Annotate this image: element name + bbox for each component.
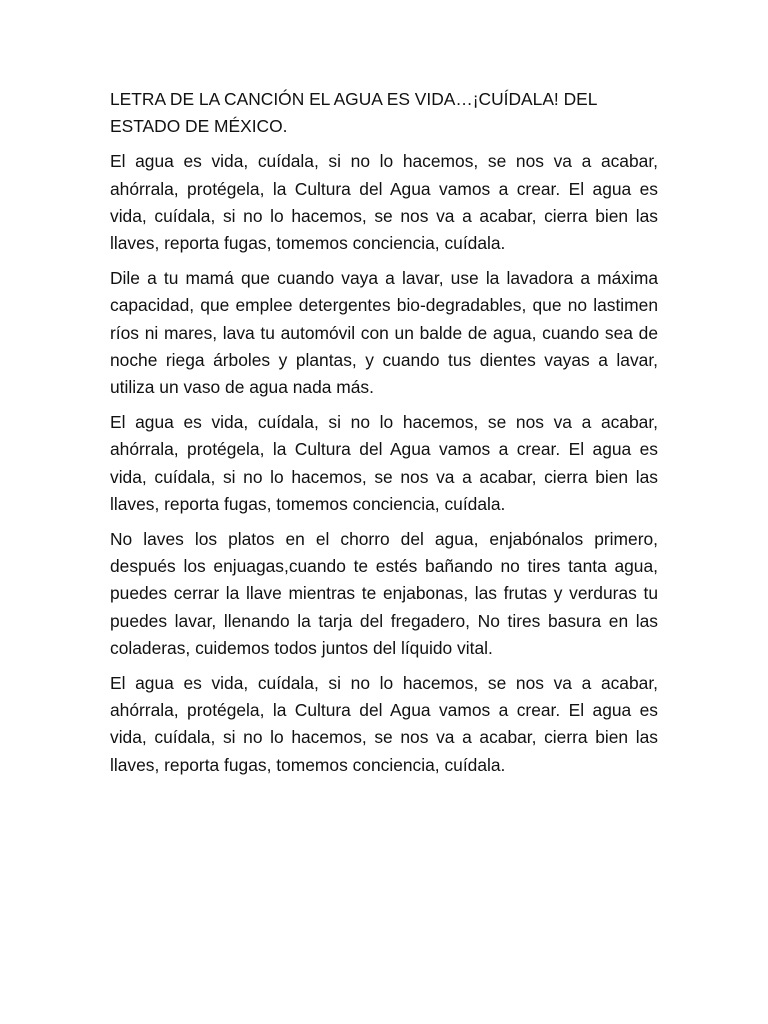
paragraph-verse-2: No laves los platos en el chorro del agua, enjabónalos primero, después los enjuagas,cuando te estés bañando no tires tanta agua, puedes cerrar la llave mientras te enjabonas, las frutas y verduras tu puedes lavar, llenando la tarja del fregadero, No tires basura en las coladeras, cuidemos todos juntos del líquido vital. <box>110 529 658 658</box>
paragraph-chorus-3: El agua es vida, cuídala, si no lo hacemos, se nos va a acabar, ahórrala, protégela, la Cultura del Agua vamos a crear. El agua es vida, cuídala, si no lo hacemos, se nos va a acabar, cierra bien las llaves, reporta fugas, tomemos conciencia, cuídala. <box>110 673 658 775</box>
paragraph-chorus-1: El agua es vida, cuídala, si no lo hacemos, se nos va a acabar, ahórrala, protégela, la Cultura del Agua vamos a crear. El agua es vida, cuídala, si no lo hacemos, se nos va a acabar, cierra bien las llaves, reporta fugas, tomemos conciencia, cuídala. <box>110 151 658 254</box>
document-page <box>110 86 658 787</box>
paragraph-verse-1: Dile a tu mamá que cuando vaya a lavar, use la lavadora a máxima capacidad, que emplee detergentes bio-degradables, que no lastimen ríos ni mares, lava tu automóvil con un balde de agua, cuando sea de noche riega árboles y plantas, y cuando tus dientes vayas a lavar, utiliza un vaso de agua nada más. <box>110 268 658 398</box>
paragraph-chorus-2: El agua es vida, cuídala, si no lo hacemos, se nos va a acabar, ahórrala, protégela, la Cultura del Agua vamos a crear. El agua es vida, cuídala, si no lo hacemos, se nos va a acabar, cierra bien las llaves, reporta fugas, tomemos conciencia, cuídala. <box>110 412 658 514</box>
document-title: LETRA DE LA CANCIÓN EL AGUA ES VIDA…¡CUÍDALA! DEL ESTADO DE MÉXICO. <box>110 89 597 137</box>
